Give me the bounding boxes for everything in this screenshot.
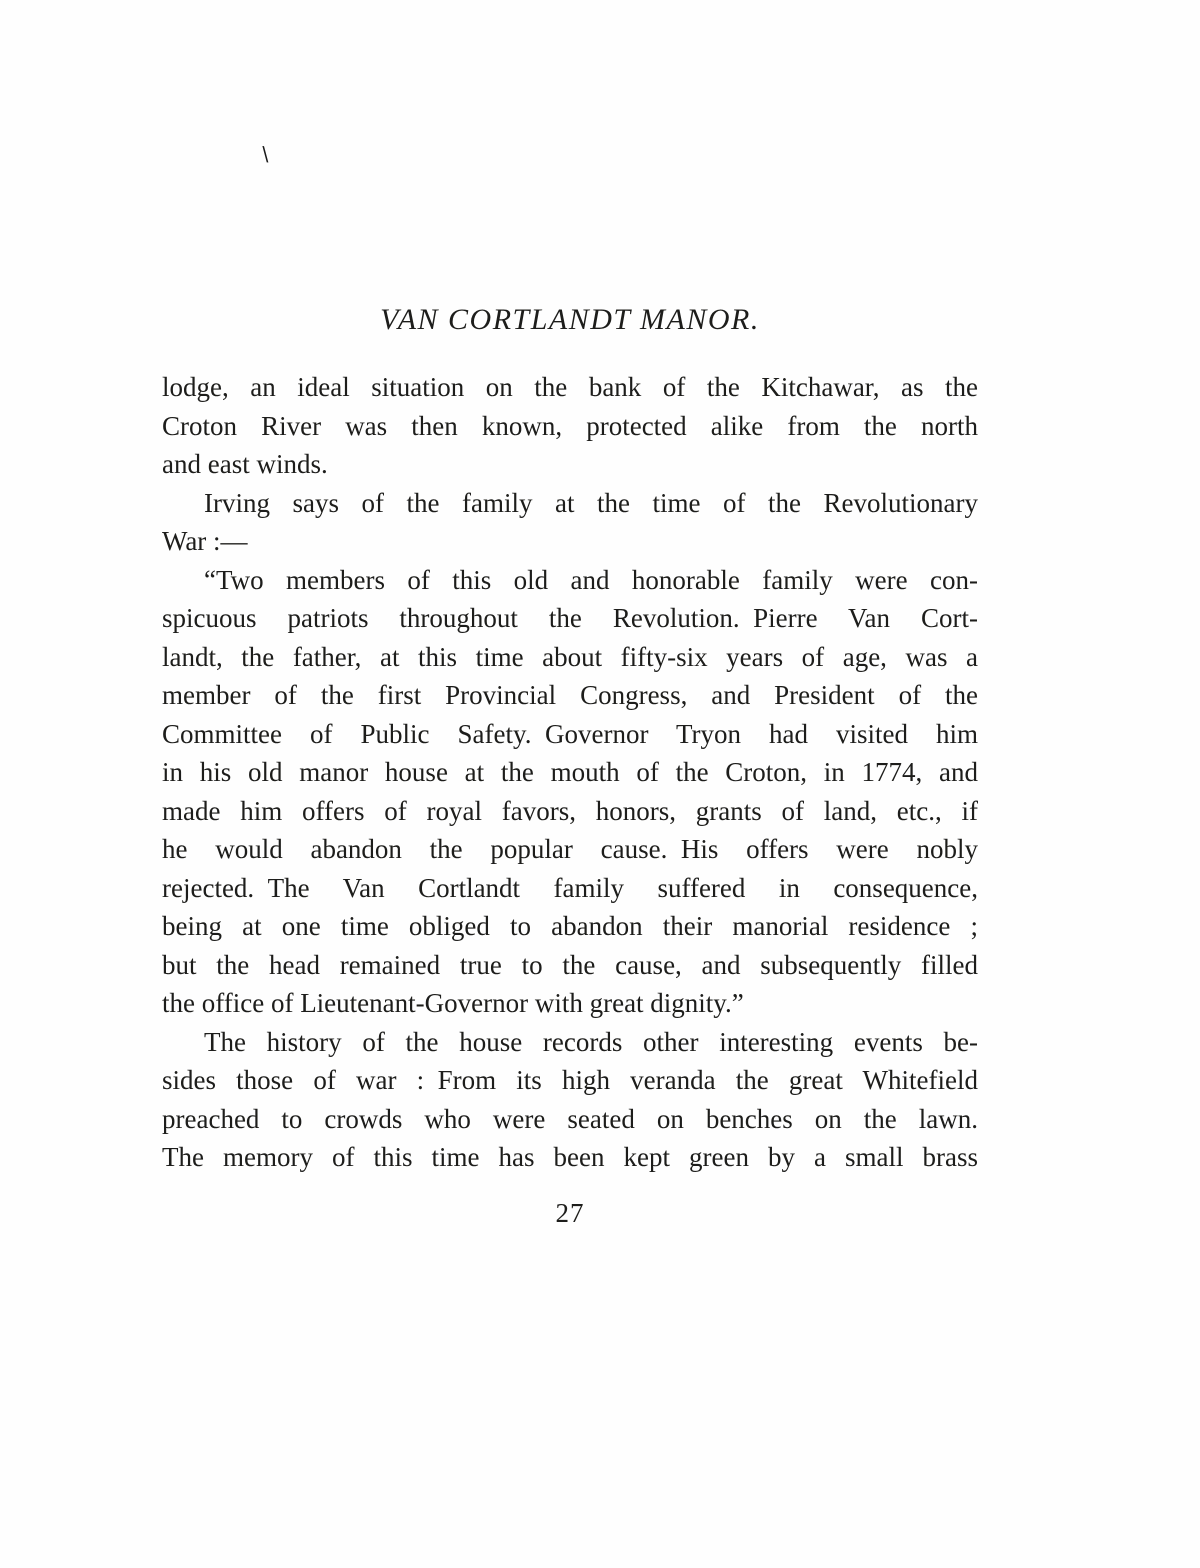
page-title: VAN CORTLANDT MANOR. (380, 303, 760, 336)
text-line: landt, the father, at this time about fifty-six years of age, was a (162, 641, 978, 672)
text-line: preached to crowds who were seated on benches on the lawn. (162, 1103, 978, 1134)
text-line: Croton River was then known, protected alike from the north (162, 410, 978, 441)
text-line: and east winds. (162, 449, 328, 479)
text-line: War :— (162, 526, 248, 556)
text-line: member of the first Provincial Congress, and President of the (162, 680, 978, 710)
text-line: The history of the house records other interesting events be- (204, 1026, 978, 1057)
text-line: but the head remained true to the cause, and subsequently filled (162, 949, 978, 980)
text-line: The memory of this time has been kept green by a small brass (162, 1142, 978, 1172)
text-line: the office of Lieutenant-Governor with great dignity.” (162, 988, 744, 1018)
text-line: rejected. The Van Cortlandt family suffered in consequence, (162, 872, 978, 903)
text-line: Committee of Public Safety. Governor Tryon had visited him (162, 718, 978, 749)
body-text (162, 368, 978, 1177)
scan-stray-mark: \ (261, 141, 270, 169)
text-line: Irving says of the family at the time of the Revolutionary (204, 487, 978, 518)
text-line: sides those of war : From its high veranda the great Whitefield (162, 1065, 978, 1095)
text-line: he would abandon the popular cause. His offers were nobly (162, 834, 978, 864)
text-line: spicuous patriots throughout the Revolution. Pierre Van Cort- (162, 603, 978, 633)
text-line: in his old manor house at the mouth of the Croton, in 1774, and (162, 757, 978, 787)
text-line: being at one time obliged to abandon their manorial residence ; (162, 911, 978, 941)
text-line: lodge, an ideal situation on the bank of the Kitchawar, as the (162, 372, 978, 402)
page-number: 27 (555, 1198, 585, 1228)
text-line: made him offers of royal favors, honors, grants of land, etc., if (162, 795, 978, 826)
text-line: “Two members of this old and honorable family were con- (204, 564, 978, 595)
